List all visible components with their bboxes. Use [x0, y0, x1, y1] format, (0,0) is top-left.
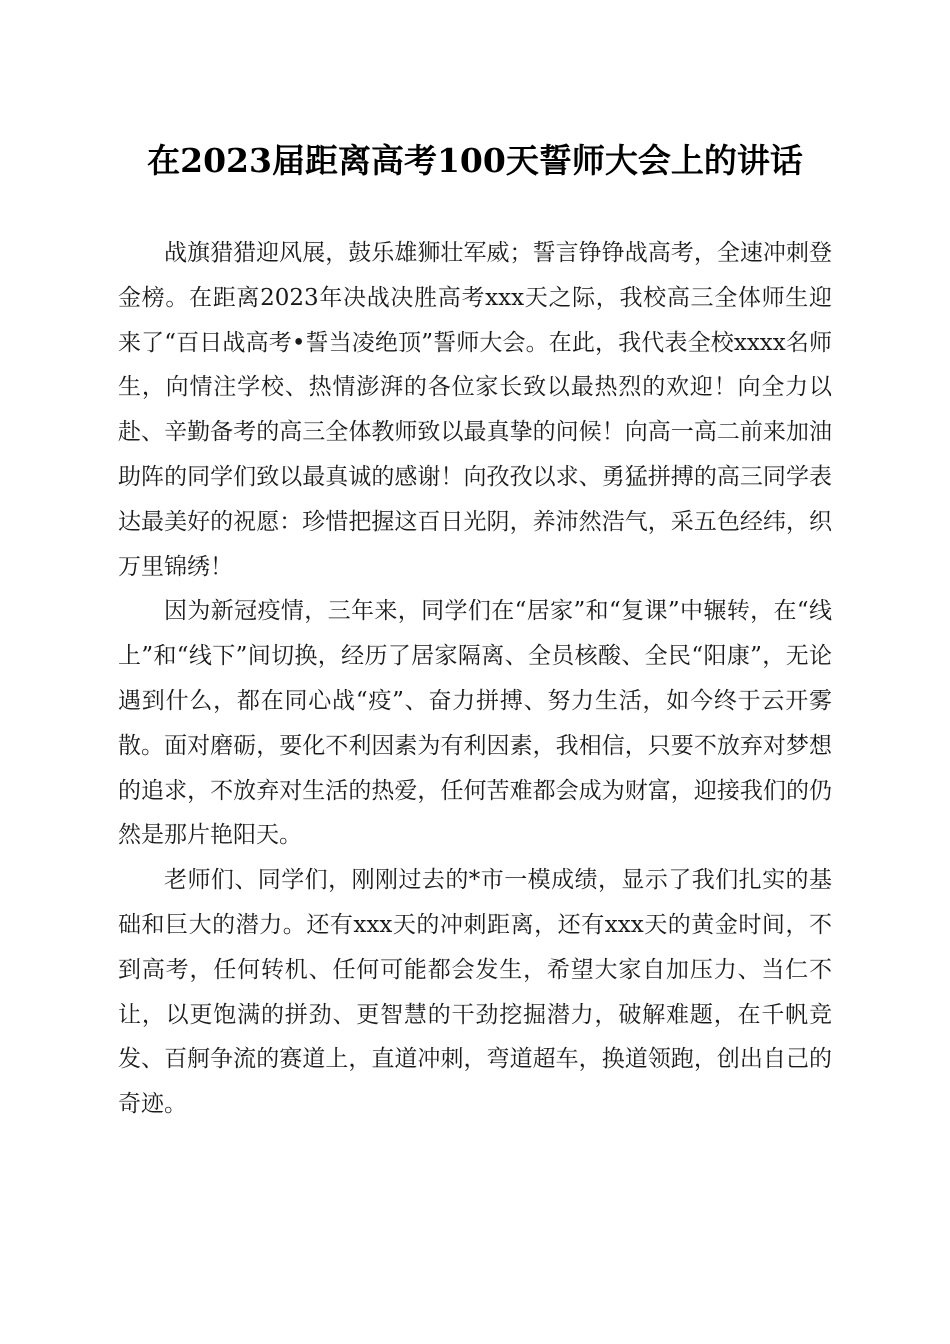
paragraph-3: 老师们、同学们，刚刚过去的*市一模成绩，显示了我们扎实的基础和巨大的潜力。还有xxx天的冲刺距离，还有xxx天的黄金时间，不到高考，任何转机、任何可能都会发生，希望大家自加压力、当仁不让，以更饱满的拼劲、更智慧的干劲挖掘潜力，破解难题，在千帆竞发、百舸争流的赛道上，直道冲刺，弯道超车，换道领跑，创出自己的奇迹。: [118, 867, 832, 1118]
document-body: [118, 231, 832, 1127]
document-title: 在2023届距离高考100天誓师大会上的讲话: [147, 141, 803, 180]
paragraph-1: 战旗猎猎迎风展，鼓乐雄狮壮军威；誓言铮铮战高考，全速冲刺登金榜。在距离2023年决战决胜高考xxx天之际，我校高三全体师生迎来了“百日战高考•誓当凌绝顶”誓师大会。在此，我代表全校xxxx名师生，向情注学校、热情澎湃的各位家长致以最热烈的欢迎！向全力以赴、辛勤备考的高三全体教师致以最真挚的问候！向高一高二前来加油助阵的同学们致以最真诚的感谢！向孜孜以求、勇猛拼搏的高三同学表达最美好的祝愿：珍惜把握这百日光阴，养沛然浩气，采五色经纬，织万里锦绣！: [118, 240, 832, 580]
paragraph-2: 因为新冠疫情，三年来，同学们在“居家”和“复课”中辗转，在“线上”和“线下”间切换，经历了居家隔离、全员核酸、全民“阳康”，无论遇到什么，都在同心战“疫”、奋力拼搏、努力生活，如今终于云开雾散。面对磨砺，要化不利因素为有利因素，我相信，只要不放弃对梦想的追求，不放弃对生活的热爱，任何苦难都会成为财富，迎接我们的仍然是那片艳阳天。: [118, 598, 832, 849]
